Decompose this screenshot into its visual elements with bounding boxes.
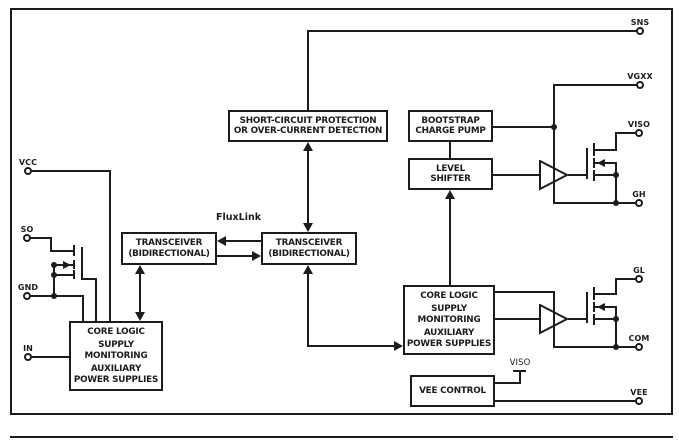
mosfet-low-gate-bar [586, 292, 588, 323]
junction-dot [51, 272, 57, 278]
junction-dot [551, 124, 557, 130]
block-text: POWER SUPPLIES [406, 338, 492, 349]
pin-label-com: COM [628, 334, 650, 343]
wire [31, 170, 111, 172]
block-text: POWER SUPPLIES [73, 374, 159, 385]
wire [615, 278, 636, 280]
pin-label-so: SO [20, 225, 34, 234]
wire [595, 149, 616, 151]
viso-terminal-bar [513, 370, 526, 372]
block-text: SUPPLY [431, 304, 467, 315]
pin-terminal-com [635, 343, 643, 351]
pin-terminal-gl [635, 275, 643, 283]
block-bootstrap-charge-pump [408, 110, 493, 142]
wire [217, 255, 254, 257]
wire [493, 126, 555, 128]
wire [30, 295, 84, 297]
block-text: BOOTSTRAP [421, 115, 480, 126]
wire [95, 278, 97, 321]
wire [307, 30, 309, 110]
wire [494, 400, 636, 402]
wire [553, 202, 637, 204]
arrowhead-left [217, 236, 226, 246]
block-text: AUXILIARY [423, 328, 475, 339]
junction-dot [613, 172, 619, 178]
wire [449, 142, 451, 158]
pin-terminal-vgxx [636, 81, 644, 89]
wire [109, 170, 111, 321]
block-vee-control [410, 375, 495, 407]
wire [307, 30, 637, 32]
wire [139, 270, 141, 315]
pin-terminal-viso [635, 129, 643, 137]
bottom-rule [10, 436, 673, 438]
mosfet-left-drain-segment [73, 245, 75, 256]
wire [495, 382, 521, 384]
block-text: VEE CONTROL [419, 385, 486, 396]
mosfet-left-body-arrow-icon [63, 261, 71, 269]
pin-label-gnd: GND [17, 283, 39, 292]
wire [307, 270, 309, 347]
block-transceiver-left [121, 232, 217, 265]
arrowhead-up [135, 265, 145, 274]
arrowhead-right [252, 251, 261, 261]
arrowhead-up [303, 265, 313, 274]
wire [595, 293, 616, 295]
block-transceiver-right [261, 232, 357, 265]
arrowhead-up [303, 142, 313, 151]
block-text: AUXILIARY [90, 364, 142, 375]
arrowhead-down [135, 312, 145, 321]
wire [615, 132, 636, 134]
wire [50, 250, 75, 252]
wire [30, 237, 52, 239]
wire [307, 345, 397, 347]
wire [519, 371, 521, 384]
block-text: SHIFTER [430, 174, 471, 184]
block-text: LEVEL [435, 163, 466, 174]
block-text: SHORT-CIRCUIT PROTECTION [239, 115, 377, 126]
block-text: TRANSCEIVER [275, 238, 343, 248]
mosfet-high-body-arrow-icon [597, 159, 605, 167]
wire [553, 346, 637, 348]
pin-label-gl: GL [633, 266, 645, 275]
pin-label-vgxx: VGXX [627, 72, 653, 81]
mosfet-left-source-segment [73, 270, 75, 279]
block-level-shifter [408, 158, 493, 190]
wire [307, 148, 309, 227]
block-text: (BIDIRECTIONAL) [128, 248, 210, 259]
pin-terminal-sns [636, 27, 644, 35]
pin-label-gh: GH [632, 190, 646, 199]
junction-dot [613, 200, 619, 206]
wire [615, 278, 617, 295]
wire [224, 240, 261, 242]
pin-label-sns: SNS [630, 18, 650, 27]
label-viso-mid: VISO [509, 358, 531, 368]
block-text: (BIDIRECTIONAL) [268, 248, 350, 259]
label-fluxlink: FluxLink [216, 212, 262, 223]
pin-label-in: IN [23, 344, 33, 353]
wire [568, 318, 587, 320]
mosfet-left-gate-bar [81, 247, 83, 280]
pin-label-viso: VISO [627, 120, 651, 129]
wire [615, 306, 617, 348]
block-text: SUPPLY [98, 340, 134, 351]
mosfet-left-body-segment [73, 260, 75, 269]
mosfet-high-gate-bar [586, 148, 588, 179]
block-text: MONITORING [84, 350, 148, 361]
block-short-circuit-protection [228, 110, 388, 142]
pin-terminal-gnd [23, 292, 31, 300]
wire [449, 196, 451, 285]
pin-terminal-in [24, 353, 32, 361]
pin-terminal-vee [635, 397, 643, 405]
junction-dot [51, 293, 57, 299]
block-text: CHARGE PUMP [415, 126, 486, 136]
block-text: CORE LOGIC [420, 290, 478, 301]
wire [553, 291, 555, 348]
wire [615, 132, 617, 151]
block-core-logic-left [69, 321, 163, 391]
pin-terminal-vcc [24, 167, 32, 175]
wire [568, 174, 587, 176]
pin-terminal-so [23, 234, 31, 242]
block-text: MONITORING [417, 314, 481, 325]
wire [615, 162, 617, 204]
arrowhead-down [303, 223, 313, 232]
junction-dot [51, 262, 57, 268]
arrowhead-up [445, 190, 455, 199]
wire [31, 356, 69, 358]
wire [495, 318, 540, 320]
pin-label-vcc: VCC [18, 158, 38, 167]
junction-dot [613, 316, 619, 322]
wire [495, 291, 555, 293]
block-text: TRANSCEIVER [135, 238, 203, 248]
block-core-logic-right [403, 285, 495, 355]
arrowhead-right [394, 341, 403, 351]
pin-label-vee: VEE [630, 388, 648, 397]
block-text: CORE LOGIC [87, 326, 145, 337]
wire [553, 84, 637, 86]
wire [553, 84, 555, 204]
mosfet-low-body-arrow-icon [597, 303, 605, 311]
wire [82, 295, 84, 321]
block-text: OR OVER-CURRENT DETECTION [233, 126, 383, 136]
wire [493, 174, 540, 176]
junction-dot [613, 344, 619, 350]
pin-terminal-gh [635, 199, 643, 207]
